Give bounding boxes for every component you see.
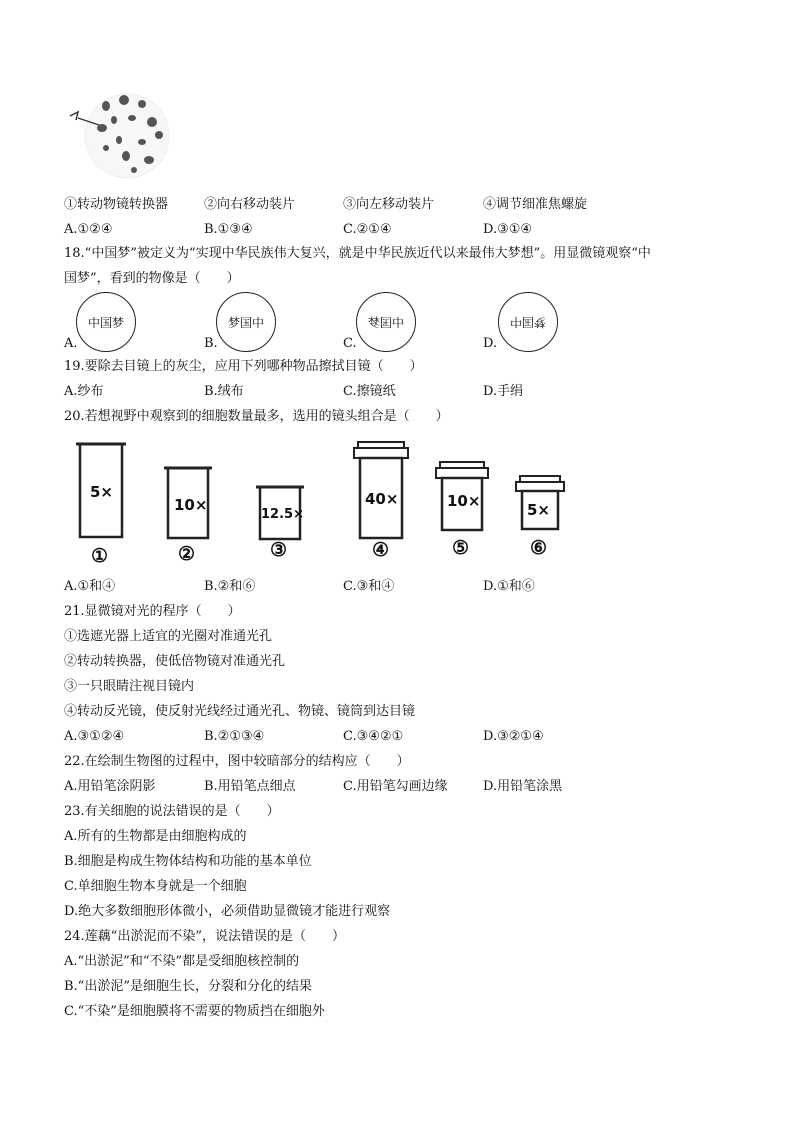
lens-1-number: ① [91,545,109,567]
q18-circle-c [356,292,416,352]
lens-4-label: 40× [365,490,399,508]
lens-diagram [64,432,584,572]
lens-2-number: ② [178,543,196,565]
q17-step-4: ④调节细准焦螺旋 [483,197,588,212]
q17-option-b: B.①③④ [204,222,253,237]
q24-option-b: B.“出淤泥”是细胞生长，分裂和分化的结果 [64,979,312,994]
microscope-field-image [64,90,174,180]
q20-option-b: B.②和⑥ [204,579,256,594]
lens-6-number: ⑥ [530,537,548,559]
lens-3-number: ③ [270,539,288,561]
q23-option-d: D.绝大多数细胞形体微小，必须借助显微镜才能进行观察 [64,904,391,919]
q24-stem: 24.莲藕“出淤泥而不染”，说法错误的是（ ） [64,929,345,944]
lens-2-label: 10× [174,496,208,514]
q20-option-a: A.①和④ [64,579,116,594]
q17-step-1: ①转动物镜转换器 [64,197,169,212]
q19-stem: 19.要除去目镜上的灰尘，应用下列哪种物品擦拭目镜（ ） [64,359,423,374]
q20-option-d: D.①和⑥ [483,579,535,594]
q19-option-a: A.纱布 [64,384,104,399]
q18-circle-a [76,292,136,352]
q22-option-b: B.用铅笔点细点 [204,779,296,794]
q23-option-a: A.所有的生物都是由细胞构成的 [64,829,247,844]
q22-option-c: C.用铅笔勾画边缘 [343,779,448,794]
q21-stem: 21.显微镜对光的程序（ ） [64,604,241,619]
q18-circle-b [216,292,276,352]
q21-option-c: C.③④②① [343,729,404,744]
q18-circle-c-text: 中国梦 [367,315,404,330]
q24-option-c: C.“不染”是细胞膜将不需要的物质挡在细胞外 [64,1004,325,1019]
q17-step-3: ③向左移动装片 [343,197,435,212]
q18-letter-b: B. [204,336,218,351]
q23-option-b: B.细胞是构成生物体结构和功能的基本单位 [64,854,312,869]
q19-option-c: C.擦镜纸 [343,384,396,399]
q17-step-2: ②向右移动装片 [204,197,296,212]
q18-circle-a-text: 中国梦 [87,315,124,330]
q23-option-c: C.单细胞生物本身就是一个细胞 [64,879,247,894]
q21-option-d: D.③②①④ [483,729,544,744]
q21-step-2: ②转动转换器，使低倍物镜对准通光孔 [64,654,286,669]
lens-4-number: ④ [372,539,390,561]
q21-step-1: ①选遮光器上适宜的光圈对准通光孔 [64,629,273,644]
lens-3-label: 12.5× [261,507,304,522]
q22-option-a: A.用铅笔涂阴影 [64,779,156,794]
q18-circle-d [498,292,558,352]
q18-stem-line1: 18.“中国梦”被定义为“实现中华民族伟大复兴，就是中华民族近代以来最伟大梦想”。用显微镜观察“中 [64,246,651,261]
q18-letter-d: D. [483,336,498,351]
lens-5-number: ⑤ [452,537,470,559]
q22-stem: 22.在绘制生物图的过程中，图中较暗部分的结构应（ ） [64,754,410,769]
lens-6-label: 5× [527,501,551,519]
q18-stem-line2: 国梦”，看到的物像是（ ） [64,271,240,286]
q21-step-4: ④转动反光镜，使反射光线经过通光孔、物镜、镜筒到达目镜 [64,704,416,719]
q20-option-c: C.③和④ [343,579,395,594]
q17-option-d: D.③①④ [483,222,533,237]
lens-1-label: 5× [90,483,114,501]
q21-step-3: ③一只眼睛注视目镜内 [64,679,195,694]
q21-option-b: B.②①③④ [204,729,265,744]
q18-circle-b-text: 梦国中 [227,315,264,330]
lens-5-label: 10× [447,492,481,510]
q24-option-a: A.“出淤泥”和“不染”都是受细胞核控制的 [64,954,300,969]
q18-circle-d-text: 梦国中 [509,314,546,329]
q19-option-b: B.绒布 [204,384,244,399]
q21-option-a: A.③①②④ [64,729,125,744]
q18-letter-a: A. [64,336,78,351]
q20-stem: 20.若想视野中观察到的细胞数量最多，选用的镜头组合是（ ） [64,409,449,424]
q23-stem: 23.有关细胞的说法错误的是（ ） [64,804,280,819]
q18-letter-c: C. [343,336,357,351]
q17-option-c: C.②①④ [343,222,392,237]
q22-option-d: D.用铅笔涂黑 [483,779,563,794]
q19-option-d: D.手绢 [483,384,524,399]
q17-option-a: A.①②④ [64,222,113,237]
